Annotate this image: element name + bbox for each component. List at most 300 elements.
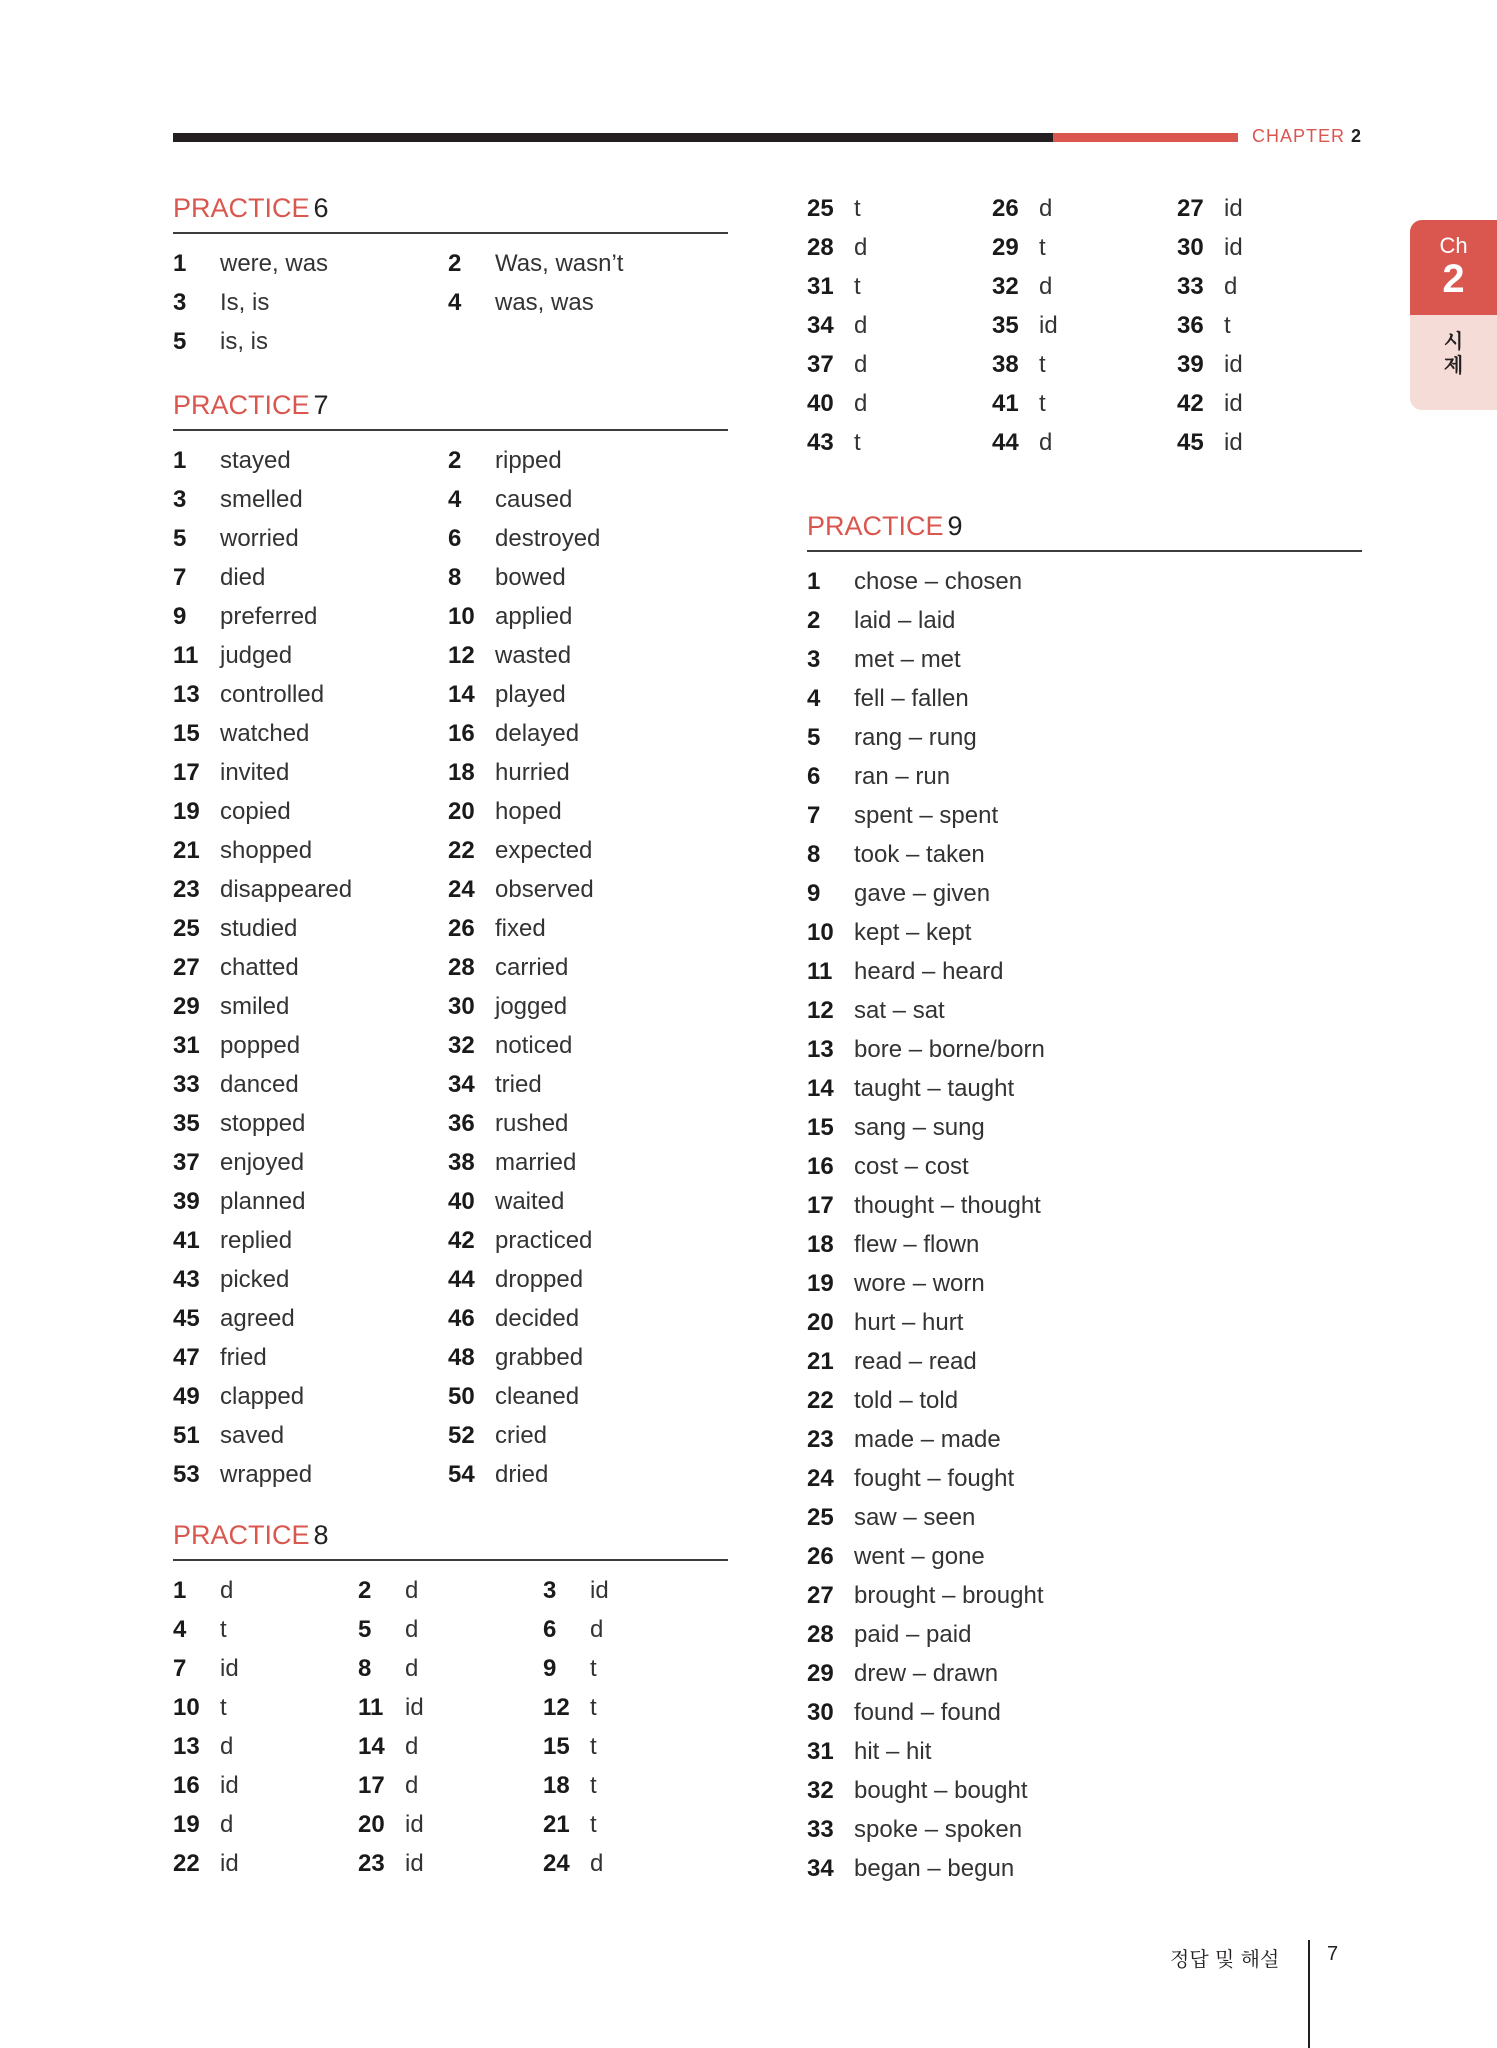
answer-number: 19 xyxy=(173,797,200,825)
practice-7-title xyxy=(173,389,728,431)
answer-item xyxy=(448,1026,728,1065)
answer-item xyxy=(173,1026,448,1065)
answer-number: 2 xyxy=(448,249,462,277)
answer-item xyxy=(448,1455,728,1494)
answer-item xyxy=(807,1693,1362,1732)
answer-item xyxy=(173,1805,358,1844)
answer-text: smiled xyxy=(220,992,290,1020)
answer-number: 9 xyxy=(543,1654,557,1682)
answer-item xyxy=(173,909,448,948)
answer-number: 44 xyxy=(992,428,1019,456)
answer-number: 16 xyxy=(448,719,475,747)
header-rule-accent xyxy=(1053,133,1238,142)
answer-number: 24 xyxy=(448,875,475,903)
answer-number: 27 xyxy=(807,1581,834,1609)
answer-number: 9 xyxy=(173,602,187,630)
answer-item xyxy=(358,1649,543,1688)
answer-number: 10 xyxy=(807,918,834,946)
answer-number: 6 xyxy=(448,524,462,552)
answer-text: dropped xyxy=(495,1265,584,1293)
answer-number: 15 xyxy=(543,1732,570,1760)
answer-item xyxy=(173,1610,358,1649)
answer-number: 13 xyxy=(807,1035,834,1063)
answer-number: 25 xyxy=(807,194,834,222)
answer-item xyxy=(992,384,1177,423)
answer-text: d xyxy=(1224,272,1238,300)
answer-text: d xyxy=(405,1732,419,1760)
answer-number: 34 xyxy=(448,1070,475,1098)
answer-text: d xyxy=(590,1615,604,1643)
answer-text: copied xyxy=(220,797,291,825)
page-number: 7 xyxy=(1327,1943,1339,1965)
answer-number: 17 xyxy=(173,758,200,786)
answer-number: 29 xyxy=(173,992,200,1020)
answer-number: 9 xyxy=(807,879,821,907)
answer-item xyxy=(173,948,448,987)
answer-number: 38 xyxy=(992,350,1019,378)
answer-number: 23 xyxy=(807,1425,834,1453)
answer-text: d xyxy=(405,1615,419,1643)
answer-number: 26 xyxy=(448,914,475,942)
answer-item xyxy=(173,1338,448,1377)
answer-text: fried xyxy=(220,1343,267,1371)
answer-item xyxy=(448,714,728,753)
answer-item xyxy=(807,1576,1362,1615)
answer-number: 22 xyxy=(448,836,475,864)
answer-text: thought – thought xyxy=(854,1191,1041,1219)
answer-number: 17 xyxy=(807,1191,834,1219)
answer-item xyxy=(173,753,448,792)
answer-text: d xyxy=(405,1771,419,1799)
answer-text: t xyxy=(1039,350,1046,378)
answer-item xyxy=(173,987,448,1026)
answer-item xyxy=(448,1338,728,1377)
answer-item xyxy=(358,1571,543,1610)
answer-item xyxy=(173,714,448,753)
chapter-side-tab[interactable] xyxy=(1410,220,1497,410)
answer-item xyxy=(448,1221,728,1260)
answer-number: 18 xyxy=(807,1230,834,1258)
answer-text: id xyxy=(1224,350,1243,378)
answer-item xyxy=(1177,345,1362,384)
answer-number: 43 xyxy=(807,428,834,456)
answer-item xyxy=(173,675,448,714)
answer-number: 29 xyxy=(992,233,1019,261)
answer-text: t xyxy=(854,272,861,300)
answer-item xyxy=(173,441,448,480)
answer-item xyxy=(173,1649,358,1688)
answer-text: hoped xyxy=(495,797,562,825)
answer-text: Is, is xyxy=(220,288,270,316)
answer-item xyxy=(173,1766,358,1805)
answer-item xyxy=(173,1104,448,1143)
answer-text: married xyxy=(495,1148,577,1176)
answer-item xyxy=(992,306,1177,345)
answer-number: 49 xyxy=(173,1382,200,1410)
answer-text: popped xyxy=(220,1031,301,1059)
answer-number: 36 xyxy=(1177,311,1204,339)
answer-item xyxy=(173,597,448,636)
answer-item xyxy=(448,558,728,597)
answer-text: hit – hit xyxy=(854,1737,932,1765)
answer-item xyxy=(173,1844,358,1883)
chapter-number: 2 xyxy=(1351,126,1363,146)
answer-item xyxy=(1177,189,1362,228)
answer-text: id xyxy=(590,1576,609,1604)
answer-number: 48 xyxy=(448,1343,475,1371)
answer-number: 21 xyxy=(173,836,200,864)
answer-item xyxy=(807,1030,1362,1069)
answer-text: was, was xyxy=(495,288,594,316)
answer-number: 33 xyxy=(807,1815,834,1843)
answer-item xyxy=(807,228,992,267)
answer-item xyxy=(173,1377,448,1416)
answer-text: t xyxy=(220,1693,227,1721)
answer-text: sat – sat xyxy=(854,996,945,1024)
answer-number: 16 xyxy=(173,1771,200,1799)
answer-text: d xyxy=(1039,194,1053,222)
answer-item xyxy=(173,480,448,519)
answer-number: 10 xyxy=(448,602,475,630)
answer-text: paid – paid xyxy=(854,1620,972,1648)
answer-number: 5 xyxy=(358,1615,372,1643)
answer-text: met – met xyxy=(854,645,961,673)
answer-number: 40 xyxy=(807,389,834,417)
answer-number: 15 xyxy=(173,719,200,747)
practice-8-answers xyxy=(173,1571,728,1883)
answer-text: t xyxy=(1039,389,1046,417)
answer-item xyxy=(807,1342,1362,1381)
answer-item xyxy=(807,1147,1362,1186)
answer-number: 44 xyxy=(448,1265,475,1293)
answer-item xyxy=(358,1766,543,1805)
answer-text: expected xyxy=(495,836,593,864)
answer-item xyxy=(807,757,1362,796)
answer-item xyxy=(1177,267,1362,306)
answer-item xyxy=(807,601,1362,640)
answer-number: 5 xyxy=(173,327,187,355)
answer-number: 45 xyxy=(173,1304,200,1332)
answer-number: 20 xyxy=(807,1308,834,1336)
answer-text: bore – borne/born xyxy=(854,1035,1045,1063)
practice-6-answers xyxy=(173,244,728,361)
answer-number: 1 xyxy=(173,1576,187,1604)
answer-number: 3 xyxy=(807,645,821,673)
answer-item xyxy=(807,1615,1362,1654)
answer-number: 1 xyxy=(173,446,187,474)
answer-item xyxy=(807,1732,1362,1771)
answer-text: t xyxy=(590,1732,597,1760)
answer-text: hurried xyxy=(495,758,570,786)
practice-8-word: PRACTICE xyxy=(173,1520,310,1550)
practice-8-section xyxy=(173,1519,728,1883)
answer-text: taught – taught xyxy=(854,1074,1015,1102)
answer-item xyxy=(173,322,448,361)
answer-item xyxy=(448,636,728,675)
practice-7-word: PRACTICE xyxy=(173,390,310,420)
answer-text: t xyxy=(590,1654,597,1682)
answer-number: 6 xyxy=(543,1615,557,1643)
answer-item xyxy=(807,1264,1362,1303)
answer-text: enjoyed xyxy=(220,1148,305,1176)
answer-text: made – made xyxy=(854,1425,1001,1453)
answer-text: t xyxy=(590,1810,597,1838)
answer-text: id xyxy=(405,1693,424,1721)
answer-number: 4 xyxy=(173,1615,187,1643)
answer-item xyxy=(807,384,992,423)
answer-number: 19 xyxy=(807,1269,834,1297)
answer-item xyxy=(448,831,728,870)
answer-text: id xyxy=(405,1810,424,1838)
answer-item xyxy=(173,1065,448,1104)
answer-text: grabbed xyxy=(495,1343,584,1371)
answer-text: id xyxy=(1224,428,1243,456)
answer-number: 39 xyxy=(173,1187,200,1215)
answer-text: saved xyxy=(220,1421,285,1449)
answer-number: 8 xyxy=(358,1654,372,1682)
answer-text: smelled xyxy=(220,485,303,513)
side-tab-topic-char-1: 시 xyxy=(1443,329,1464,353)
answer-text: went – gone xyxy=(854,1542,985,1570)
answer-number: 8 xyxy=(807,840,821,868)
answer-number: 42 xyxy=(1177,389,1204,417)
answer-text: planned xyxy=(220,1187,306,1215)
answer-item xyxy=(448,597,728,636)
answer-number: 23 xyxy=(173,875,200,903)
answer-item xyxy=(448,441,728,480)
answer-text: d xyxy=(854,350,868,378)
answer-number: 50 xyxy=(448,1382,475,1410)
practice-9-answers xyxy=(807,562,1362,1888)
chapter-label xyxy=(1252,126,1362,147)
answer-number: 2 xyxy=(358,1576,372,1604)
answer-item xyxy=(173,792,448,831)
answer-text: id xyxy=(405,1849,424,1877)
answer-item xyxy=(807,1420,1362,1459)
answer-text: d xyxy=(405,1654,419,1682)
answer-number: 37 xyxy=(807,350,834,378)
practice-6-section xyxy=(173,192,728,361)
answer-item xyxy=(173,1571,358,1610)
answer-item xyxy=(807,1381,1362,1420)
answer-item xyxy=(543,1805,728,1844)
answer-text: drew – drawn xyxy=(854,1659,999,1687)
answer-number: 47 xyxy=(173,1343,200,1371)
answer-item xyxy=(807,1810,1362,1849)
answer-number: 28 xyxy=(807,1620,834,1648)
answer-text: clapped xyxy=(220,1382,305,1410)
answer-text: cost – cost xyxy=(854,1152,969,1180)
answer-number: 26 xyxy=(807,1542,834,1570)
answer-item xyxy=(807,1186,1362,1225)
answer-text: worried xyxy=(220,524,299,552)
answer-item xyxy=(543,1649,728,1688)
answer-text: heard – heard xyxy=(854,957,1004,985)
answer-item xyxy=(358,1610,543,1649)
answer-text: wasted xyxy=(495,641,572,669)
answer-number: 54 xyxy=(448,1460,475,1488)
practice-9-section xyxy=(807,510,1362,1888)
answer-item xyxy=(173,1299,448,1338)
answer-item xyxy=(173,283,448,322)
answer-item xyxy=(173,1727,358,1766)
answer-text: gave – given xyxy=(854,879,991,907)
answer-text: id xyxy=(220,1771,239,1799)
answer-number: 35 xyxy=(992,311,1019,339)
answer-number: 13 xyxy=(173,680,200,708)
answer-text: carried xyxy=(495,953,569,981)
answer-number: 34 xyxy=(807,1854,834,1882)
answer-text: stayed xyxy=(220,446,291,474)
answer-text: brought – brought xyxy=(854,1581,1044,1609)
answer-number: 36 xyxy=(448,1109,475,1137)
answer-text: began – begun xyxy=(854,1854,1015,1882)
answer-text: fell – fallen xyxy=(854,684,969,712)
answer-number: 30 xyxy=(1177,233,1204,261)
answer-item xyxy=(1177,384,1362,423)
answer-item xyxy=(448,244,728,283)
answer-item xyxy=(807,952,1362,991)
answer-number: 5 xyxy=(807,723,821,751)
answer-text: wore – worn xyxy=(854,1269,985,1297)
answer-item xyxy=(543,1688,728,1727)
answer-text: flew – flown xyxy=(854,1230,980,1258)
answer-item xyxy=(807,306,992,345)
answer-item xyxy=(448,987,728,1026)
answer-text: d xyxy=(590,1849,604,1877)
answer-text: id xyxy=(220,1849,239,1877)
answer-number: 28 xyxy=(448,953,475,981)
answer-item xyxy=(543,1610,728,1649)
answer-item xyxy=(807,1771,1362,1810)
answer-number: 11 xyxy=(173,641,199,669)
answer-text: controlled xyxy=(220,680,325,708)
answer-item xyxy=(807,874,1362,913)
answer-text: disappeared xyxy=(220,875,353,903)
answer-number: 22 xyxy=(173,1849,200,1877)
answer-text: ran – run xyxy=(854,762,951,790)
answer-item xyxy=(358,1688,543,1727)
answer-number: 32 xyxy=(448,1031,475,1059)
answer-number: 32 xyxy=(807,1776,834,1804)
answer-item xyxy=(807,189,992,228)
answer-text: rushed xyxy=(495,1109,569,1137)
answer-text: Was, wasn’t xyxy=(495,249,624,277)
answer-text: laid – laid xyxy=(854,606,956,634)
answer-number: 35 xyxy=(173,1109,200,1137)
answer-number: 51 xyxy=(173,1421,200,1449)
answer-number: 39 xyxy=(1177,350,1204,378)
answer-text: t xyxy=(590,1771,597,1799)
answer-text: t xyxy=(220,1615,227,1643)
answer-number: 46 xyxy=(448,1304,475,1332)
answer-number: 31 xyxy=(807,272,834,300)
answer-text: practiced xyxy=(495,1226,593,1254)
answer-item xyxy=(807,1303,1362,1342)
answer-number: 38 xyxy=(448,1148,475,1176)
answer-number: 10 xyxy=(173,1693,200,1721)
answer-item xyxy=(807,1108,1362,1147)
answer-number: 34 xyxy=(807,311,834,339)
answer-number: 24 xyxy=(543,1849,570,1877)
answer-item xyxy=(173,1260,448,1299)
answer-text: stopped xyxy=(220,1109,306,1137)
answer-item xyxy=(448,283,728,322)
answer-item xyxy=(448,870,728,909)
answer-item xyxy=(807,345,992,384)
answer-item xyxy=(543,1727,728,1766)
answer-text: destroyed xyxy=(495,524,601,552)
answer-item xyxy=(807,718,1362,757)
answer-number: 18 xyxy=(448,758,475,786)
answer-number: 25 xyxy=(807,1503,834,1531)
answer-item xyxy=(448,948,728,987)
footer-divider xyxy=(1308,1940,1310,2048)
answer-text: replied xyxy=(220,1226,293,1254)
answer-number: 8 xyxy=(448,563,462,591)
answer-item xyxy=(448,909,728,948)
answer-item xyxy=(807,1069,1362,1108)
answer-text: d xyxy=(1039,428,1053,456)
answer-item xyxy=(448,1143,728,1182)
answer-item xyxy=(807,267,992,306)
answer-number: 27 xyxy=(173,953,200,981)
side-tab-ch: Ch xyxy=(1439,233,1468,258)
answer-number: 23 xyxy=(358,1849,385,1877)
side-tab-number: 2 xyxy=(1442,257,1465,301)
answer-item xyxy=(173,244,448,283)
answer-text: took – taken xyxy=(854,840,985,868)
answer-item xyxy=(173,1143,448,1182)
answer-number: 41 xyxy=(992,389,1019,417)
answer-item xyxy=(807,640,1362,679)
answer-text: spoke – spoken xyxy=(854,1815,1023,1843)
answer-number: 18 xyxy=(543,1771,570,1799)
answer-text: told – told xyxy=(854,1386,959,1414)
answer-text: shopped xyxy=(220,836,313,864)
answer-text: chatted xyxy=(220,953,299,981)
answer-text: were, was xyxy=(220,249,329,277)
answer-text: id xyxy=(1039,311,1058,339)
answer-number: 27 xyxy=(1177,194,1204,222)
footer-title: 정답 및 해설 xyxy=(1170,1947,1280,1971)
answer-item xyxy=(807,835,1362,874)
answer-number: 33 xyxy=(1177,272,1204,300)
answer-item xyxy=(448,480,728,519)
answer-item xyxy=(992,267,1177,306)
side-tab-topic-char-2: 제 xyxy=(1443,353,1464,377)
practice-8-answers-continued xyxy=(807,189,1362,462)
answer-text: spent – spent xyxy=(854,801,999,829)
answer-number: 4 xyxy=(807,684,821,712)
practice-7-answers xyxy=(173,441,728,1494)
answer-text: id xyxy=(1224,389,1243,417)
answer-item xyxy=(807,1459,1362,1498)
answer-text: waited xyxy=(495,1187,565,1215)
answer-item xyxy=(807,1537,1362,1576)
answer-number: 30 xyxy=(448,992,475,1020)
answer-text: saw – seen xyxy=(854,1503,976,1531)
answer-number: 16 xyxy=(807,1152,834,1180)
answer-text: t xyxy=(854,428,861,456)
answer-number: 28 xyxy=(807,233,834,261)
answer-number: 17 xyxy=(358,1771,385,1799)
answer-number: 20 xyxy=(358,1810,385,1838)
practice-9-word: PRACTICE xyxy=(807,511,944,541)
answer-text: d xyxy=(220,1576,234,1604)
answer-text: caused xyxy=(495,485,573,513)
answer-number: 12 xyxy=(807,996,834,1024)
